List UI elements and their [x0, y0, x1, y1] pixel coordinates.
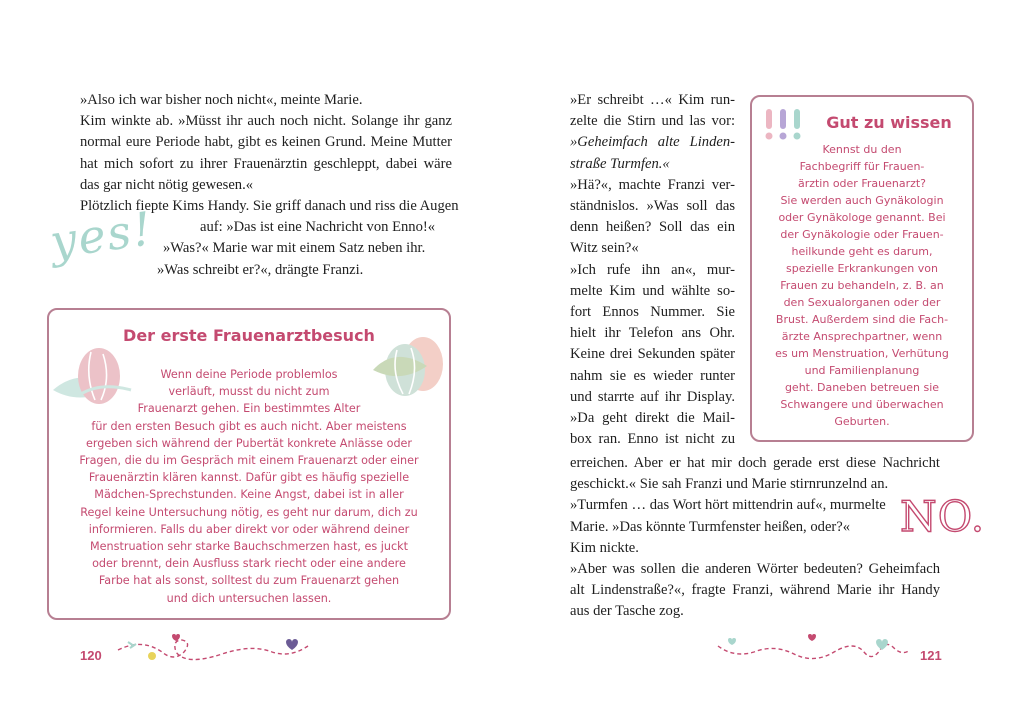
box-line: Regel keine Untersuchung nötig, es geht nur darum, dich zu — [80, 505, 418, 519]
box-line: Menstruation sehr starke Bauchschmerzen hast, es juckt — [90, 540, 408, 554]
text-line: »Was schreibt er?«, drängte Franzi. — [157, 261, 364, 278]
text-line: »Hä?«, machte Franzi ver- — [570, 176, 735, 193]
no-lettering — [900, 492, 985, 541]
text-line: »Also ich war bisher noch nicht«, meinte Marie. — [80, 92, 363, 108]
text-line: zelte die Stirn und las vor: — [570, 113, 735, 130]
right-page-text-narrow — [570, 90, 735, 450]
info-box-good-to-know — [750, 95, 974, 442]
box-line: Farbe hat als sonst, solltest du zum Frauenarzt gehen — [98, 574, 400, 588]
text-line: normal eure Periode habt, gibt es keinen Grund. Meine Mutter — [80, 134, 452, 151]
text-line: das gar nicht nötig gewesen.« — [80, 176, 254, 193]
yes-lettering — [46, 201, 157, 269]
box-body — [59, 366, 439, 607]
text-line: erreichen. Aber er hat mir doch gerade erst diese Nachricht — [570, 455, 940, 471]
box-line: der Gynäkologie oder Frauen- — [780, 228, 944, 241]
box-body — [756, 141, 968, 430]
box-line: geht. Daneben betreuen sie — [784, 381, 940, 394]
box-line: Brust. Außerdem sind die Fach- — [775, 313, 949, 326]
box-line: Geburten. — [834, 415, 890, 428]
page-number-left: 120 — [80, 648, 102, 663]
text-line: »Turmfen … das Wort hört mittendrin auf«, murmelte — [570, 497, 886, 514]
box-line: Frauenarzt gehen. Ein bestimmtes Alter — [137, 402, 361, 416]
box-title: Gut zu wissen — [826, 113, 952, 132]
text-line: aus der Tasche zog. — [570, 603, 684, 620]
box-line: spezielle Erkrankungen von — [786, 262, 938, 275]
box-line: Mädchen-Sprechstunden. Keine Angst, dabei ist in aller — [94, 488, 404, 502]
text-line: »Was?« Marie war mit einem Satz neben ihr. — [163, 240, 426, 257]
box-line: Fachbegriff für Frauen- — [799, 160, 925, 173]
text-line: alt Lindenstraße?«, fragte Franzi, während Marie ihr Handy — [570, 582, 940, 599]
text-line: Kim winkte ab. »Müsst ihr auch noch nicht. Solange ihr ganz — [80, 113, 452, 130]
box-line: und Familienplanung — [804, 364, 920, 377]
text-line: Keine drei Sekunden später — [570, 346, 735, 363]
text-line: box ran. Enno ist nicht zu — [570, 431, 735, 448]
no-word: NO. — [900, 492, 986, 541]
box-line: Wenn deine Periode problemlos — [160, 368, 338, 381]
box-line: Kennst du den — [822, 143, 902, 156]
text-line: melte Kim und wählte so- — [570, 282, 735, 299]
box-line: oder brennt, dein Ausfluss stark riecht oder eine andere — [92, 557, 406, 571]
text-line: »Ich rufe ihn an«, mur- — [570, 261, 735, 278]
box-line: informieren. Falls du aber direkt vor oder während deiner — [88, 522, 410, 536]
text-line: straße Turmfen.« — [570, 155, 670, 172]
box-line: oder Gynäkologe genannt. Bei — [778, 211, 946, 224]
text-line: »Geheimfach alte Linden- — [570, 134, 735, 151]
text-line: ständnislos. »Was soll das — [570, 198, 735, 215]
box-line: verläuft, musst du nicht zum — [168, 385, 330, 399]
text-line: »Er schreibt …« Kim run- — [570, 92, 735, 108]
text-line: auf: »Das ist eine Nachricht von Enno!« — [200, 219, 436, 236]
right-page-text-wide — [570, 453, 940, 623]
text-line: hat mich sofort zu ihrer Frauenärztin geschleppt, dabei wäre — [80, 155, 452, 172]
box-line: Frauenärztin klären kannst. Dafür gibt es häufig spezielle — [88, 471, 410, 485]
text-line: nahm sie es wieder runter — [570, 367, 735, 384]
text-line: hielt ihr Telefon ans Ohr. — [570, 325, 735, 342]
text-line: Marie. »Das könnte Turmfenster heißen, oder?« — [570, 518, 851, 535]
box-line: es um Menstruation, Verhütung — [775, 347, 949, 360]
box-line: Schwangere und überwachen — [780, 398, 944, 411]
box-line: ärzte Ansprechpartner, wenn — [781, 330, 943, 343]
box-title: Der erste Frauenarztbesuch — [123, 326, 375, 345]
box-line: ärztin oder Frauenarzt? — [797, 177, 927, 190]
box-line: ergeben sich während der Pubertät konkrete Anlässe oder — [85, 436, 413, 450]
text-line: »Da geht direkt die Mail- — [570, 410, 735, 427]
text-line: fort Ennos Nummer. Sie — [570, 304, 735, 321]
text-line: Kim nickte. — [570, 539, 639, 556]
dashed-swirl-icon — [714, 632, 914, 666]
box-line: für den ersten Besuch gibt es auch nicht. Aber meistens — [91, 419, 407, 433]
exclamation-marks-icon — [762, 107, 806, 143]
box-line: heilkunde geht es darum, — [791, 245, 933, 258]
text-line: Witz sein?« — [570, 240, 639, 257]
dashed-swirl-icon — [112, 632, 312, 666]
yes-word: yes! — [46, 201, 157, 269]
info-box-first-visit — [47, 308, 451, 620]
box-line: Fragen, die du im Gespräch mit einem Frauenarzt oder einer — [79, 454, 419, 468]
box-line: Frauen zu behandeln, z. B. an — [780, 279, 944, 292]
text-line: geschickt.« Sie sah Franzi und Marie stirnrunzelnd an. — [570, 476, 889, 493]
text-line: »Aber was sollen die anderen Wörter bedeuten? Geheimfach — [570, 561, 940, 578]
text-line: Plötzlich fiepte Kims Handy. Sie griff danach und riss die Augen — [80, 198, 459, 215]
text-line: denn heißen? Soll das ein — [570, 219, 735, 236]
page-number-right: 121 — [920, 648, 942, 663]
box-line: und dich untersuchen lassen. — [166, 591, 332, 605]
text-line: und starrte auf ihr Display. — [570, 388, 735, 405]
box-line: Sie werden auch Gynäkologin — [780, 194, 944, 207]
box-line: den Sexualorganen oder der — [783, 296, 941, 309]
